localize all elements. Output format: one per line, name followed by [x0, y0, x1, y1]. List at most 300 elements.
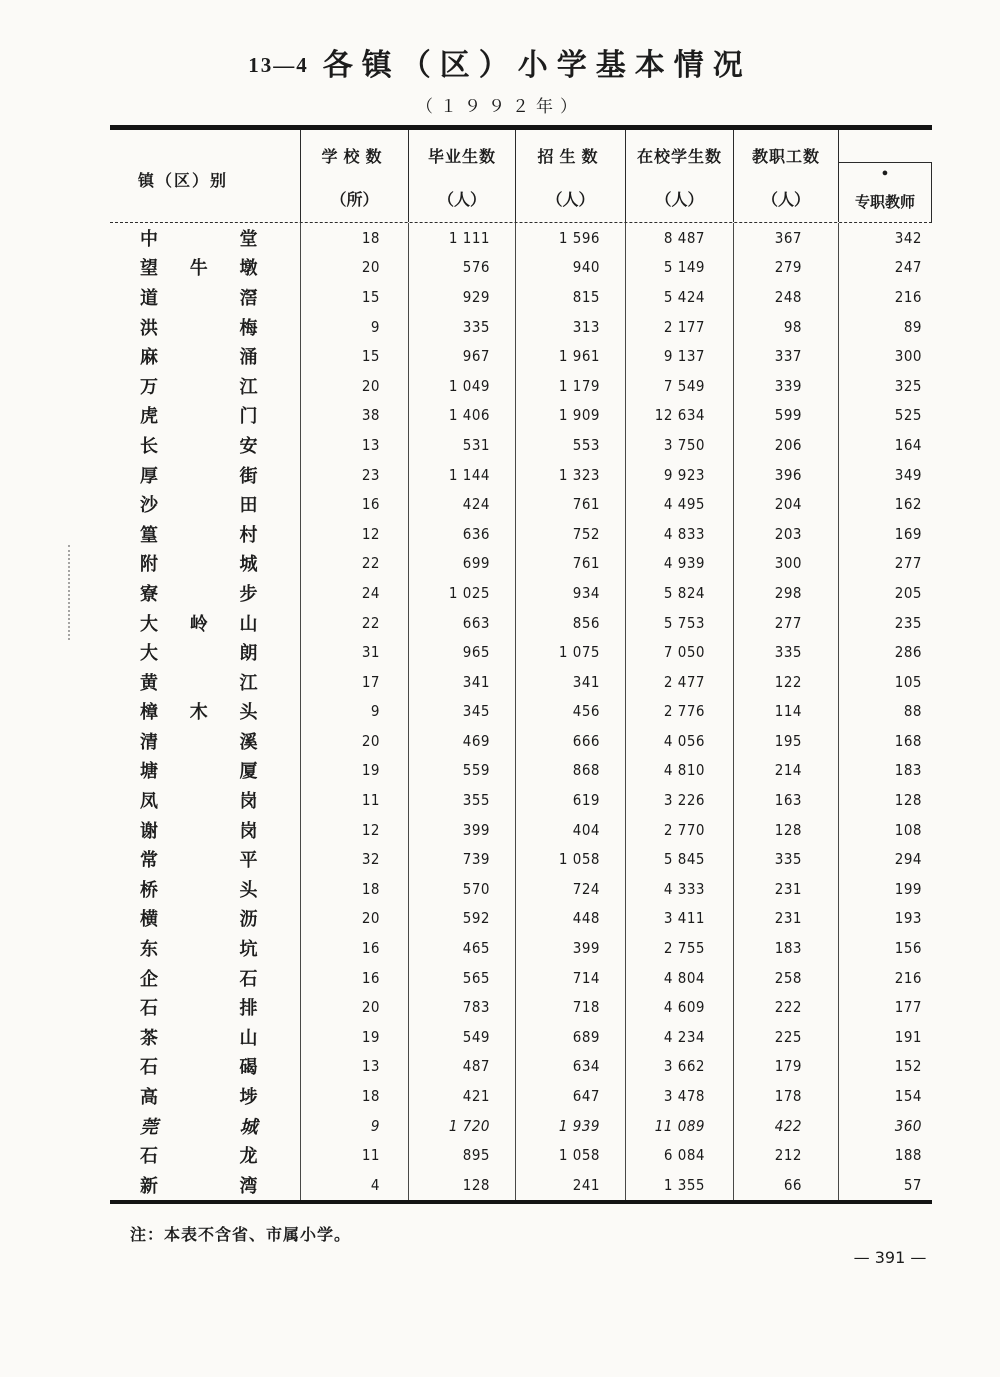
value-cell: 718 [515, 992, 625, 1022]
value-cell: 1 406 [408, 401, 515, 431]
town-name-char: 厦 [239, 761, 258, 782]
value-cell: 203 [733, 519, 838, 549]
town-name-char: 溪 [239, 731, 258, 752]
town-name-char: 涌 [239, 347, 258, 368]
value-cell: 525 [838, 401, 932, 431]
value-cell: 183 [733, 933, 838, 963]
value-cell: 16 [300, 963, 408, 993]
town-name-char: 万 [140, 376, 159, 397]
value-cell: 367 [733, 223, 838, 253]
town-name-char: 梅 [239, 317, 258, 338]
value-cell: 783 [408, 992, 515, 1022]
town-name-char: 街 [239, 465, 258, 486]
value-cell: 355 [408, 785, 515, 815]
value-cell: 206 [733, 430, 838, 460]
value-cell: 5 845 [625, 844, 733, 874]
town-name-char: 虎 [140, 406, 159, 427]
value-cell: 5 424 [625, 282, 733, 312]
value-cell: 298 [733, 578, 838, 608]
table-row [110, 341, 932, 371]
value-cell: 4 833 [625, 519, 733, 549]
table-row [110, 519, 932, 549]
value-cell: 18 [300, 1081, 408, 1111]
value-cell: 345 [408, 697, 515, 727]
town-name-char: 中 [140, 228, 159, 249]
value-cell: 2 770 [625, 815, 733, 845]
value-cell: 342 [838, 223, 932, 253]
table-row [110, 992, 932, 1022]
value-cell: 549 [408, 1022, 515, 1052]
town-name-char: 沥 [239, 909, 258, 930]
value-cell: 934 [515, 578, 625, 608]
value-cell: 325 [838, 371, 932, 401]
value-cell: 4 495 [625, 489, 733, 519]
value-cell: 3 226 [625, 785, 733, 815]
column-header-graduates [408, 130, 515, 222]
value-cell: 18 [300, 874, 408, 904]
column-header-students [625, 130, 733, 222]
town-name-char: 墩 [239, 258, 258, 279]
value-cell: 248 [733, 282, 838, 312]
table-row [110, 460, 932, 490]
value-cell: 2 776 [625, 697, 733, 727]
town-name [140, 965, 258, 991]
value-cell: 13 [300, 1052, 408, 1082]
value-cell: 216 [838, 963, 932, 993]
town-name-cell [110, 756, 300, 786]
town-name-cell [110, 578, 300, 608]
value-cell: 1 961 [515, 341, 625, 371]
town-name [140, 314, 258, 340]
town-name-char: 田 [239, 495, 258, 516]
town-name-char: 门 [239, 406, 258, 427]
town-name-char: 大 [140, 643, 159, 664]
value-cell: 177 [838, 992, 932, 1022]
value-cell: 456 [515, 697, 625, 727]
value-cell: 225 [733, 1022, 838, 1052]
value-cell: 152 [838, 1052, 932, 1082]
value-cell: 1 939 [515, 1111, 625, 1141]
value-cell: 24 [300, 578, 408, 608]
value-cell: 128 [733, 815, 838, 845]
town-name-char: 龙 [239, 1146, 258, 1167]
scan-artifact [68, 545, 71, 640]
value-cell: 163 [733, 785, 838, 815]
value-cell: 154 [838, 1081, 932, 1111]
town-name [140, 432, 258, 458]
value-cell: 20 [300, 371, 408, 401]
table-row [110, 549, 932, 579]
value-cell: 31 [300, 637, 408, 667]
town-name-cell [110, 519, 300, 549]
town-name [140, 1113, 258, 1139]
value-cell: 11 [300, 1140, 408, 1170]
value-cell: 2 477 [625, 667, 733, 697]
town-name-char: 横 [140, 909, 159, 930]
table-row [110, 578, 932, 608]
table-number: 13—4 [248, 53, 309, 77]
town-name-cell [110, 815, 300, 845]
page-subtitle: （１９９２年） [416, 97, 584, 116]
value-cell: 12 [300, 815, 408, 845]
value-cell: 553 [515, 430, 625, 460]
town-name-char: 清 [140, 731, 159, 752]
value-cell: 404 [515, 815, 625, 845]
town-name [140, 846, 258, 872]
town-name-char: 岗 [239, 820, 258, 841]
value-cell: 619 [515, 785, 625, 815]
town-name-cell [110, 223, 300, 253]
table-row [110, 904, 932, 934]
town-name-cell [110, 1052, 300, 1082]
value-cell: 3 662 [625, 1052, 733, 1082]
value-cell: 360 [838, 1111, 932, 1141]
town-name-char: 塘 [140, 761, 159, 782]
value-cell: 634 [515, 1052, 625, 1082]
value-cell: 88 [838, 697, 932, 727]
town-name-cell [110, 904, 300, 934]
value-cell: 856 [515, 608, 625, 638]
town-name [140, 698, 258, 724]
column-header-fulltime-teachers [838, 130, 932, 222]
value-cell: 9 [300, 1111, 408, 1141]
table-row [110, 637, 932, 667]
value-cell: 89 [838, 312, 932, 342]
town-name-cell [110, 549, 300, 579]
value-cell: 1 058 [515, 844, 625, 874]
value-cell: 20 [300, 253, 408, 283]
value-cell: 487 [408, 1052, 515, 1082]
page-number: — 391 — [853, 1248, 927, 1267]
value-cell: 19 [300, 756, 408, 786]
unit-label: （所） [330, 192, 379, 209]
town-name-char: 石 [239, 968, 258, 989]
value-cell: 122 [733, 667, 838, 697]
page-title: 各镇（区）小学基本情况 [322, 49, 752, 82]
table-row [110, 1052, 932, 1082]
town-name-char: 排 [239, 998, 258, 1019]
value-cell: 868 [515, 756, 625, 786]
value-cell: 20 [300, 992, 408, 1022]
value-cell: 565 [408, 963, 515, 993]
town-name-char: 望 [140, 258, 159, 279]
value-cell: 57 [838, 1170, 932, 1200]
town-name [140, 787, 258, 813]
town-name-cell [110, 1111, 300, 1141]
value-cell: 114 [733, 697, 838, 727]
town-name-char: 城 [239, 554, 258, 575]
value-cell: 9 [300, 697, 408, 727]
table-row [110, 312, 932, 342]
value-cell: 300 [733, 549, 838, 579]
table-row [110, 667, 932, 697]
table-row [110, 401, 932, 431]
value-cell: 714 [515, 963, 625, 993]
value-cell: 16 [300, 489, 408, 519]
value-cell: 2 755 [625, 933, 733, 963]
town-name-char: 凤 [140, 791, 159, 812]
value-cell: 399 [515, 933, 625, 963]
column-header-schools [300, 130, 408, 222]
town-name-char: 高 [140, 1087, 159, 1108]
value-cell: 422 [733, 1111, 838, 1141]
town-name [140, 1172, 258, 1198]
value-cell: 128 [838, 785, 932, 815]
column-header-enrollment [515, 130, 625, 222]
value-cell: 183 [838, 756, 932, 786]
value-cell: 162 [838, 489, 932, 519]
town-name-char: 大 [140, 613, 159, 634]
table-bottom-rule [110, 1200, 932, 1204]
footnote: 注：本表不含省、市属小学。 [130, 1227, 352, 1244]
town-name-cell [110, 697, 300, 727]
value-cell: 188 [838, 1140, 932, 1170]
value-cell: 341 [515, 667, 625, 697]
town-name-char: 头 [239, 879, 258, 900]
town-name-char: 谢 [140, 820, 159, 841]
table-row [110, 815, 932, 845]
unit-label: （人） [761, 192, 810, 209]
value-cell: 4 056 [625, 726, 733, 756]
town-name-char: 附 [140, 554, 159, 575]
town-name-char: 岗 [239, 791, 258, 812]
value-cell: 1 144 [408, 460, 515, 490]
value-cell: 1 720 [408, 1111, 515, 1141]
town-name [140, 728, 258, 754]
value-cell: 895 [408, 1140, 515, 1170]
town-name [140, 876, 258, 902]
town-name-char: 樟 [140, 702, 159, 723]
table-row [110, 756, 932, 786]
value-cell: 341 [408, 667, 515, 697]
value-cell: 17 [300, 667, 408, 697]
town-name-char: 山 [239, 613, 258, 634]
town-name [140, 1142, 258, 1168]
table-row [110, 844, 932, 874]
table-row [110, 726, 932, 756]
town-name-char: 石 [140, 1057, 159, 1078]
town-name-char: 岭 [189, 613, 209, 634]
town-name-char: 城 [239, 1116, 258, 1137]
column-label: 镇（区）别 [138, 173, 229, 190]
value-cell: 396 [733, 460, 838, 490]
value-cell: 349 [838, 460, 932, 490]
value-cell: 214 [733, 756, 838, 786]
town-name-char: 埗 [239, 1087, 258, 1108]
town-name-char: 石 [140, 1146, 159, 1167]
value-cell: 11 089 [625, 1111, 733, 1141]
town-name [140, 669, 258, 695]
value-cell: 1 075 [515, 637, 625, 667]
value-cell: 5 753 [625, 608, 733, 638]
value-cell: 337 [733, 341, 838, 371]
town-name [140, 1083, 258, 1109]
town-name-char: 江 [239, 376, 258, 397]
value-cell: 3 411 [625, 904, 733, 934]
teacher-header-box [838, 162, 932, 222]
value-cell: 216 [838, 282, 932, 312]
value-cell: 294 [838, 844, 932, 874]
value-cell: 421 [408, 1081, 515, 1111]
value-cell: 9 923 [625, 460, 733, 490]
value-cell: 32 [300, 844, 408, 874]
town-name-cell [110, 667, 300, 697]
town-name-cell [110, 844, 300, 874]
table-row [110, 253, 932, 283]
value-cell: 169 [838, 519, 932, 549]
value-cell: 16 [300, 933, 408, 963]
value-cell: 965 [408, 637, 515, 667]
unit-label: （人） [546, 192, 595, 209]
town-name-char: 沙 [140, 495, 159, 516]
town-name-char: 黄 [140, 672, 159, 693]
town-name-cell [110, 992, 300, 1022]
town-name [140, 994, 258, 1020]
town-name-char: 新 [140, 1175, 159, 1196]
town-name-char: 牛 [189, 258, 209, 279]
value-cell: 1 596 [515, 223, 625, 253]
value-cell: 22 [300, 608, 408, 638]
value-cell: 179 [733, 1052, 838, 1082]
value-cell: 15 [300, 282, 408, 312]
value-cell: 199 [838, 874, 932, 904]
town-name-char: 朗 [239, 643, 258, 664]
table-header [110, 130, 932, 223]
table-row [110, 874, 932, 904]
town-name-cell [110, 1081, 300, 1111]
value-cell: 4 609 [625, 992, 733, 1022]
value-cell: 1 049 [408, 371, 515, 401]
value-cell: 6 084 [625, 1140, 733, 1170]
value-cell: 335 [408, 312, 515, 342]
table-row [110, 282, 932, 312]
value-cell: 168 [838, 726, 932, 756]
town-name-char: 常 [140, 850, 159, 871]
value-cell: 277 [838, 549, 932, 579]
column-header-town [110, 130, 300, 222]
value-cell: 967 [408, 341, 515, 371]
town-name-cell [110, 489, 300, 519]
value-cell: 531 [408, 430, 515, 460]
town-name [140, 462, 258, 488]
town-name-char: 坑 [239, 939, 258, 960]
table-row [110, 697, 932, 727]
town-name-char: 茶 [140, 1027, 159, 1048]
value-cell: 12 [300, 519, 408, 549]
table-body [110, 223, 932, 1200]
value-cell: 22 [300, 549, 408, 579]
value-cell: 212 [733, 1140, 838, 1170]
table-row [110, 1022, 932, 1052]
value-cell: 178 [733, 1081, 838, 1111]
value-cell: 1 323 [515, 460, 625, 490]
value-cell: 204 [733, 489, 838, 519]
town-name-char: 村 [239, 524, 258, 545]
value-cell: 9 [300, 312, 408, 342]
value-cell: 1 058 [515, 1140, 625, 1170]
table-row [110, 489, 932, 519]
town-name [140, 639, 258, 665]
value-cell: 279 [733, 253, 838, 283]
town-name-char: 厚 [140, 465, 159, 486]
town-name-char: 安 [239, 435, 258, 456]
town-name-char: 江 [239, 672, 258, 693]
town-name [140, 491, 258, 517]
value-cell: 300 [838, 341, 932, 371]
column-header-staff [733, 130, 838, 222]
column-label: 学校数 [321, 149, 388, 166]
value-cell: 448 [515, 904, 625, 934]
town-name-char: 篁 [140, 524, 159, 545]
town-name-char: 石 [140, 998, 159, 1019]
town-name-char: 麻 [140, 347, 159, 368]
value-cell: 108 [838, 815, 932, 845]
value-cell: 241 [515, 1170, 625, 1200]
value-cell: 9 137 [625, 341, 733, 371]
town-name-cell [110, 430, 300, 460]
value-cell: 247 [838, 253, 932, 283]
value-cell: 1 179 [515, 371, 625, 401]
town-name-char: 平 [239, 850, 258, 871]
unit-label: （人） [437, 192, 486, 209]
town-name-char: 步 [239, 583, 258, 604]
value-cell: 286 [838, 637, 932, 667]
value-cell: 752 [515, 519, 625, 549]
value-cell: 339 [733, 371, 838, 401]
value-cell: 105 [838, 667, 932, 697]
stats-table [110, 125, 932, 1204]
town-name [140, 580, 258, 606]
town-name-char: 堂 [239, 228, 258, 249]
town-name-cell [110, 637, 300, 667]
value-cell: 2 177 [625, 312, 733, 342]
town-name [140, 284, 258, 310]
value-cell: 1 025 [408, 578, 515, 608]
value-cell: 4 810 [625, 756, 733, 786]
town-name-cell [110, 1170, 300, 1200]
value-cell: 3 478 [625, 1081, 733, 1111]
value-cell: 4 939 [625, 549, 733, 579]
town-name [140, 402, 258, 428]
town-name-cell [110, 1022, 300, 1052]
table-row [110, 608, 932, 638]
town-name-char: 道 [140, 287, 159, 308]
value-cell: 15 [300, 341, 408, 371]
value-cell: 469 [408, 726, 515, 756]
value-cell: 1 909 [515, 401, 625, 431]
value-cell: 761 [515, 549, 625, 579]
town-name-cell [110, 253, 300, 283]
town-name-char: 山 [239, 1027, 258, 1048]
value-cell: 699 [408, 549, 515, 579]
table-row [110, 371, 932, 401]
value-cell: 191 [838, 1022, 932, 1052]
town-name-cell [110, 341, 300, 371]
town-name [140, 373, 258, 399]
value-cell: 663 [408, 608, 515, 638]
value-cell: 23 [300, 460, 408, 490]
town-name-char: 东 [140, 939, 159, 960]
value-cell: 231 [733, 904, 838, 934]
value-cell: 222 [733, 992, 838, 1022]
value-cell: 258 [733, 963, 838, 993]
value-cell: 576 [408, 253, 515, 283]
value-cell: 205 [838, 578, 932, 608]
value-cell: 20 [300, 904, 408, 934]
column-label: 专职教师 [854, 195, 915, 211]
value-cell: 636 [408, 519, 515, 549]
value-cell: 4 234 [625, 1022, 733, 1052]
